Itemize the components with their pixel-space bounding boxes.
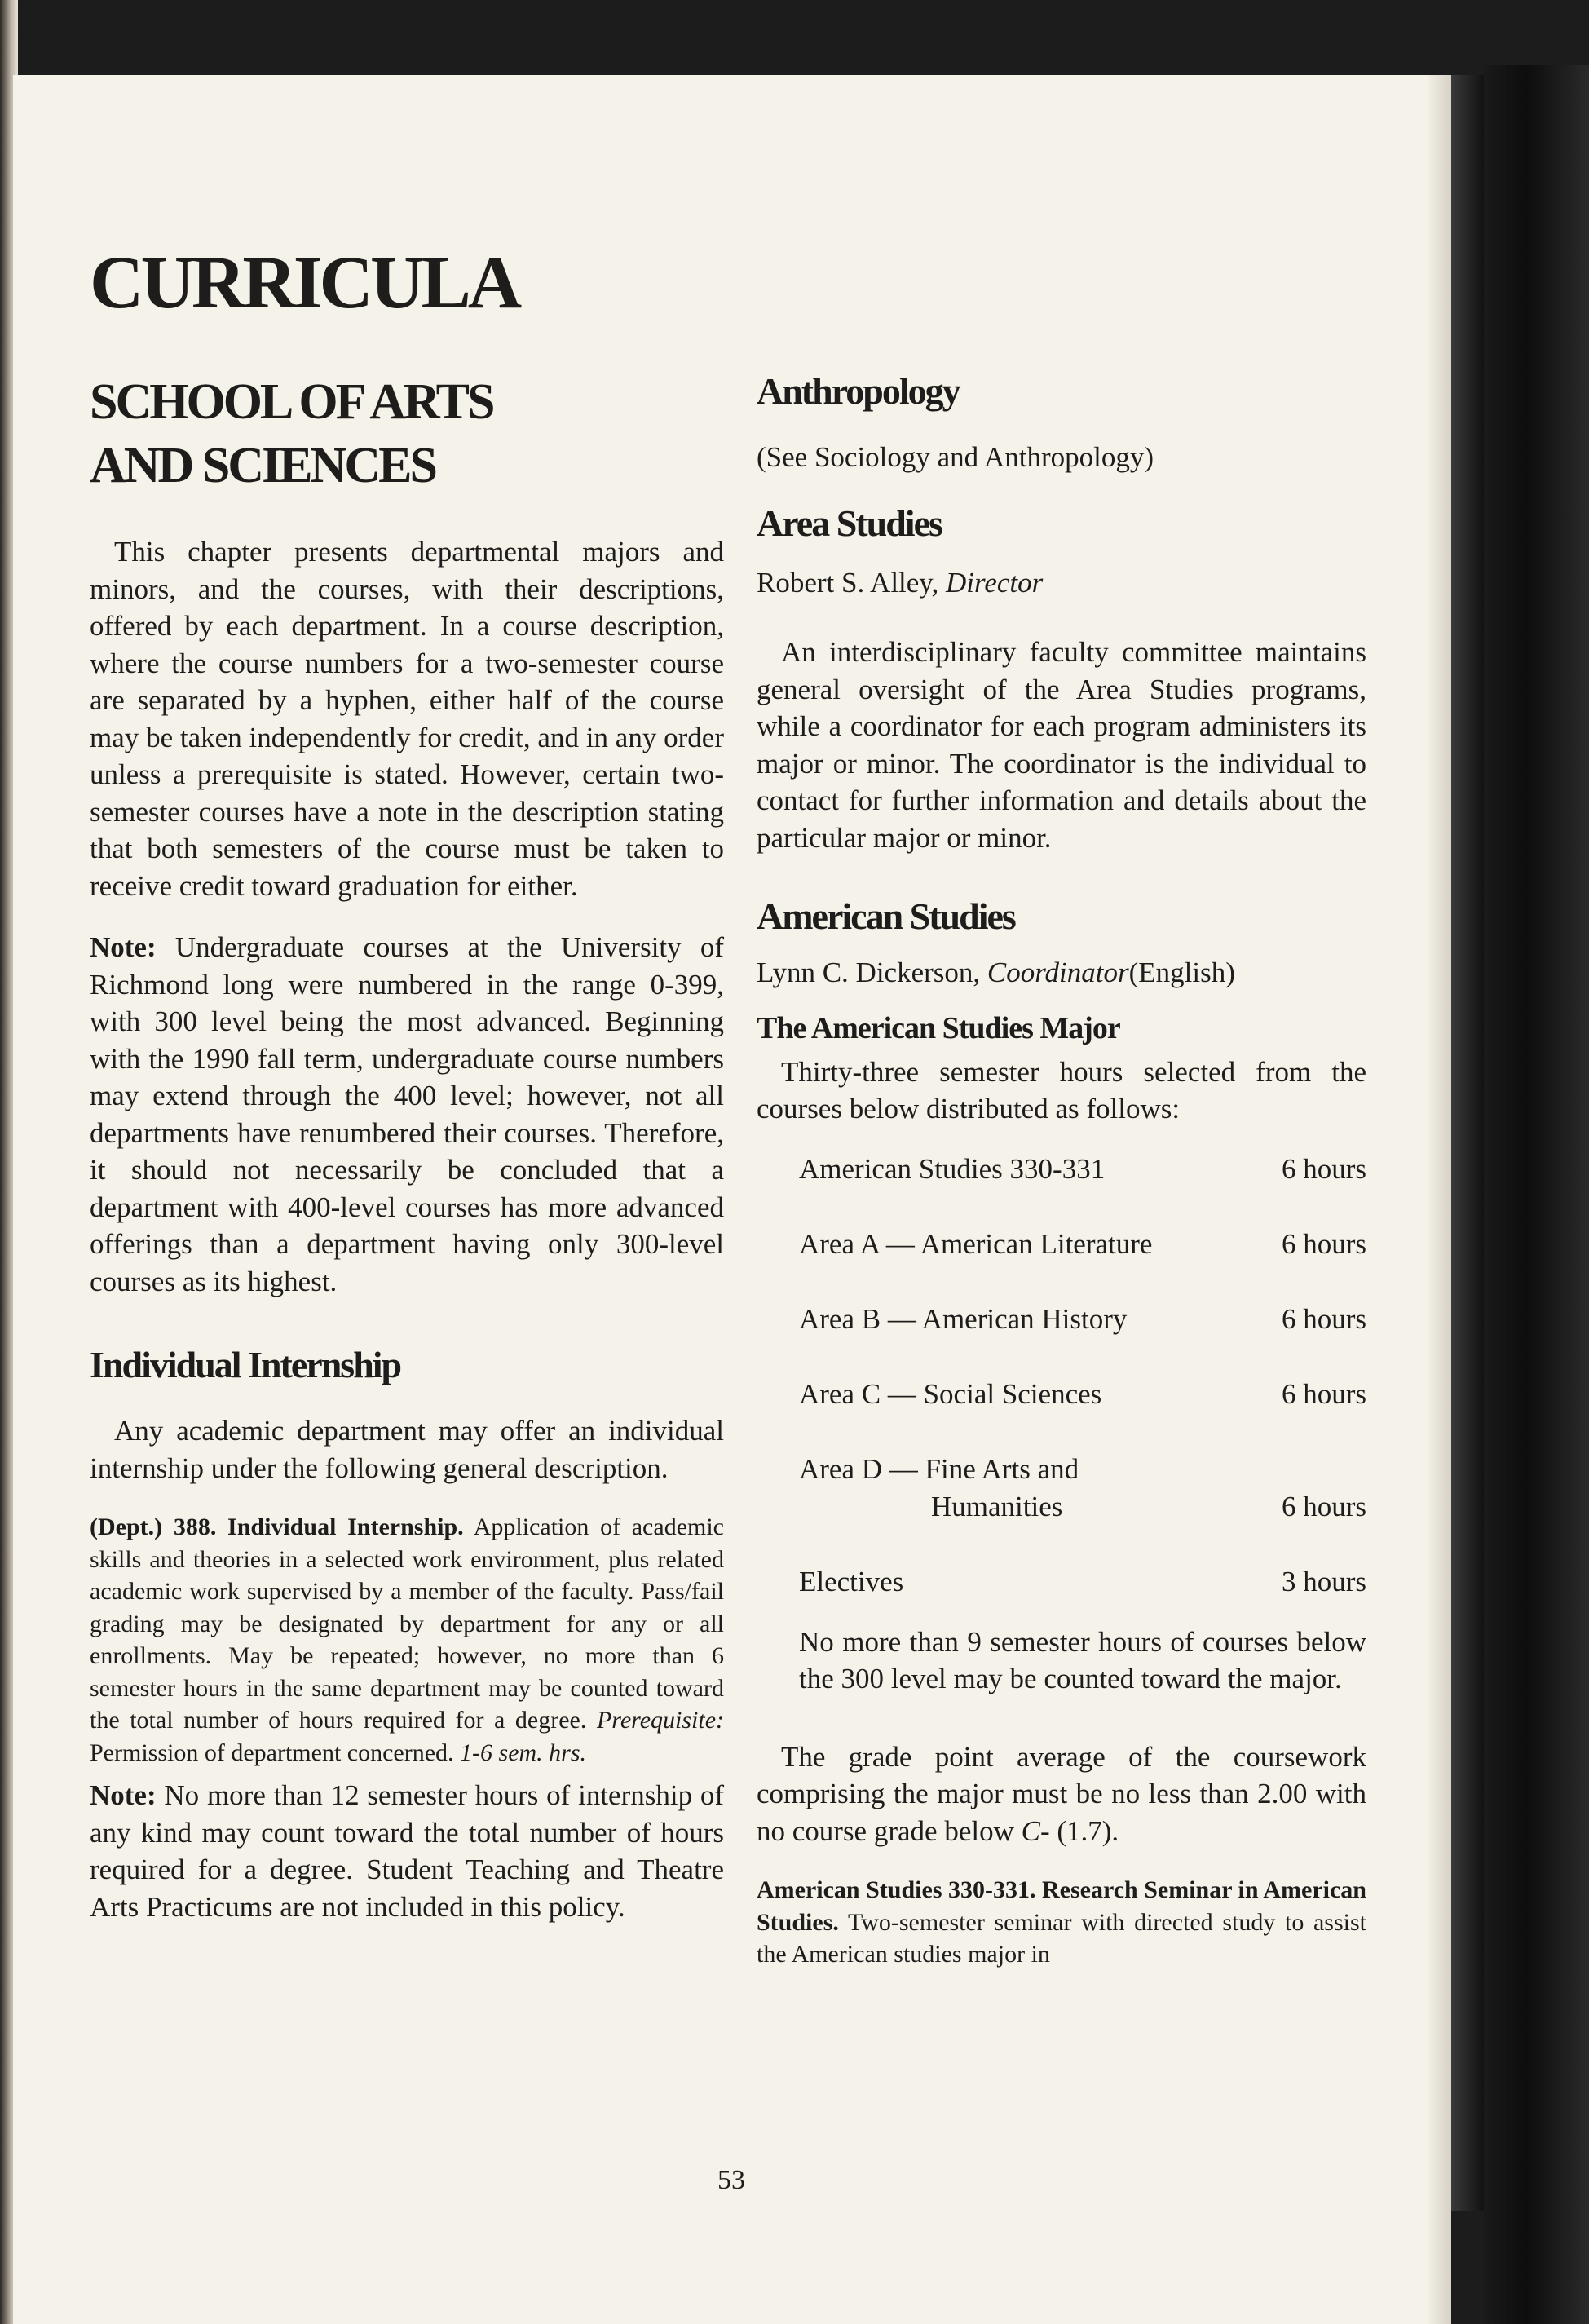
area-studies-heading: Area Studies xyxy=(757,501,942,544)
school-title-line1: SCHOOL OF ARTS xyxy=(90,374,493,430)
internship-course-title: (Dept.) 388. Individual Internship. xyxy=(90,1513,464,1540)
course-description xyxy=(757,1874,1366,1971)
table-row xyxy=(799,1301,1366,1338)
internship-note xyxy=(90,1777,724,1925)
table-row xyxy=(799,1488,1366,1526)
distribution-label: Electives xyxy=(799,1565,904,1597)
major-intro: Thirty-three semester hours selected from the courses below distributed as follows: xyxy=(757,1055,1366,1124)
internship-course xyxy=(90,1511,724,1769)
coordinator-dept: (English) xyxy=(1128,957,1235,988)
book-binding xyxy=(1451,75,1484,2211)
distribution-label: Area C — Social Sciences xyxy=(799,1377,1102,1410)
distribution-label-line2: Humanities xyxy=(931,1490,1063,1522)
distribution-hours: 6 hours xyxy=(1281,1377,1366,1410)
distribution-hours: 6 hours xyxy=(1281,1490,1366,1522)
limit-note: No more than 9 semester hours of courses below the 300 level may be counted toward the major. xyxy=(799,1625,1366,1694)
american-studies-coordinator xyxy=(757,954,1366,992)
coordinator-name: Lynn C. Dickerson, xyxy=(757,957,981,988)
internship-note-label: Note: xyxy=(90,1779,157,1811)
book-cover xyxy=(1484,65,1589,2324)
table-row xyxy=(799,1563,1366,1601)
major-heading: The American Studies Major xyxy=(757,1010,1120,1045)
internship-heading: Individual Internship xyxy=(90,1344,401,1385)
director-name: Robert S. Alley, xyxy=(757,566,939,599)
distribution-label: Area D — Fine Arts and xyxy=(799,1452,1079,1485)
prereq-text: Permission of department concerned. xyxy=(90,1739,454,1766)
note-paragraph xyxy=(90,929,724,1300)
area-studies-director xyxy=(757,564,1366,602)
area-studies-text: An interdisciplinary faculty committee maintains general oversight of the Area Studies programs, while a coordinator for each program administers its major or minor. The coordinator is the individual to contact for further information and details about the particular major or minor. xyxy=(757,636,1366,854)
gpa-paragraph xyxy=(757,1739,1366,1850)
internship-intro: Any academic department may offer an individual internship under the following general description. xyxy=(90,1415,724,1484)
internship-course-desc: Application of academic skills and theories in a selected work environment, plus related academic work supervised by a member of the faculty. Pass/fail grading may be designated by department for any or all enrollments. May be repeated; however, no more than 6 semester hours in the same department may be counted toward the total number of hours required for a degree. xyxy=(90,1513,724,1734)
distribution-hours: 6 hours xyxy=(1281,1302,1366,1335)
anthropology-text: (See Sociology and Anthropology) xyxy=(757,441,1154,473)
intro-paragraph: This chapter presents departmental majors and minors, and the courses, with their descriptions, offered by each department. In a course description, where the course numbers for a two-semester course are separated by a hyphen, either half of the course may be taken independently for credit, and in any order unless a prerequisite is stated. However, certain two-semester courses have a note in the description stating that both semesters of the course must be taken to receive credit toward graduation for either. xyxy=(90,536,724,902)
table-row xyxy=(799,1376,1366,1413)
internship-note-text: No more than 12 semester hours of internship of any kind may count toward the total number of hours required for a degree. Student Teaching and Theatre Arts Practicums are not included in this policy. xyxy=(90,1779,725,1923)
table-row xyxy=(799,1226,1366,1263)
gpa-text-after: (1.7). xyxy=(1057,1814,1119,1847)
note-text: Undergraduate courses at the University of Richmond long were numbered in the range 0-399, with 300 level being the most advanced. Beginning with the 1990 fall term, undergraduate course numbers may extend through the 400 level; however, not all departments have renumbered their courses. Therefore, it should not necessarily be concluded that a department with 400-level courses has more advanced offerings than a department having only 300-level courses as its highest. xyxy=(90,931,725,1297)
course-title: American Studies 330-331. Research Seminar in American Studies. xyxy=(757,1876,1366,1936)
page-number: 53 xyxy=(717,2165,745,2195)
coordinator-title: Coordinator xyxy=(987,957,1129,988)
american-studies-heading: American Studies xyxy=(757,895,1015,937)
course-desc: Two-semester seminar with directed study to assist the American studies major in xyxy=(757,1908,1366,1968)
gpa-text: The grade point average of the coursework comprising the major must be no less than 2.00 with no course grade below xyxy=(757,1740,1366,1847)
gpa-grade: C- xyxy=(1021,1814,1050,1847)
internship-hours: 1-6 sem. hrs. xyxy=(460,1739,587,1766)
distribution-label: American Studies 330-331 xyxy=(799,1152,1106,1185)
right-column xyxy=(757,367,1366,1971)
director-title: Director xyxy=(946,566,1044,599)
distribution-label: Area A — American Literature xyxy=(799,1227,1153,1260)
chapter-title: CURRICULA xyxy=(90,241,519,324)
school-title-line2: AND SCIENCES xyxy=(90,438,435,493)
distribution-table xyxy=(799,1151,1366,1601)
distribution-hours: 6 hours xyxy=(1281,1227,1366,1260)
distribution-hours: 3 hours xyxy=(1281,1565,1366,1597)
note-label: Note: xyxy=(90,931,157,963)
left-column xyxy=(90,241,725,1925)
table-row xyxy=(799,1151,1366,1188)
distribution-hours: 6 hours xyxy=(1281,1152,1366,1185)
table-row xyxy=(799,1451,1366,1488)
prereq-label: Prerequisite: xyxy=(596,1707,725,1734)
distribution-label: Area B — American History xyxy=(799,1302,1128,1335)
page-fold xyxy=(1428,75,1451,2324)
anthropology-heading: Anthropology xyxy=(757,370,960,412)
